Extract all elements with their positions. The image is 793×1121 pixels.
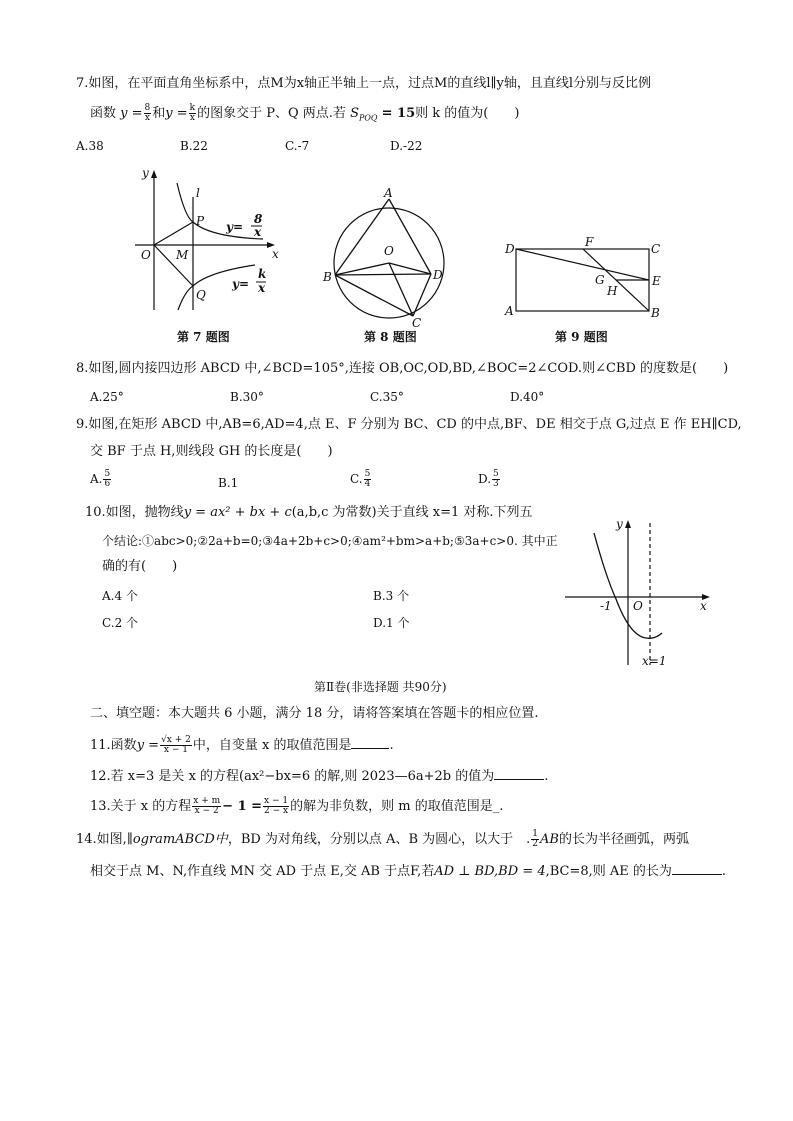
q14-line2-b: ,BC=8,则 AE 的长为 bbox=[545, 864, 672, 879]
fig7-eq-top: y= bbox=[226, 220, 244, 234]
q13-frac2-num: x − 1 bbox=[264, 796, 289, 806]
fig7-label-l: l bbox=[196, 186, 200, 200]
fig8-ob bbox=[335, 263, 389, 275]
q9-option-a-den: 6 bbox=[104, 479, 111, 489]
q7-frac2 bbox=[189, 104, 196, 123]
q14-line1-ab: AB bbox=[540, 832, 559, 847]
q8-text: 8.如图,圆内接四边形 ABCD 中,∠BCD=105°,连接 OB,OC,OD,BD,∠BOC=2∠COD.则∠CBD 的度数是( ) bbox=[76, 361, 729, 376]
q13-frac1-den: x − 2 bbox=[194, 806, 219, 816]
figure-9 bbox=[500, 235, 670, 325]
q7-frac2-den: x bbox=[189, 113, 195, 123]
fig8-bd bbox=[335, 274, 431, 275]
q12-text bbox=[90, 767, 548, 786]
q10-line1 bbox=[85, 504, 533, 522]
q7-area-s: S bbox=[350, 106, 359, 121]
q14-half-den: 2 bbox=[532, 839, 538, 849]
figure-7 bbox=[130, 165, 290, 315]
q14-line2-c: . bbox=[721, 864, 727, 879]
q9-option-d-frac bbox=[492, 470, 500, 489]
fig9-label-e: E bbox=[652, 274, 661, 288]
q8-option-a: A.25° bbox=[90, 390, 124, 404]
fig8-label-a: A bbox=[384, 186, 393, 200]
q9-option-a-num: 5 bbox=[104, 469, 111, 479]
q7-option-c: C.-7 bbox=[285, 139, 310, 153]
q7-eq2: y = bbox=[165, 106, 188, 121]
fig9-label-b: B bbox=[651, 306, 660, 320]
q7-text-b: 的图象交于 P、Q 两点.若 bbox=[197, 106, 346, 121]
fig7-label-p: P bbox=[196, 214, 205, 228]
fig8-ab bbox=[335, 199, 389, 275]
q8-option-d: D.40° bbox=[510, 390, 545, 404]
fig8-label-c: C bbox=[412, 316, 422, 330]
fig7-caption: 第 7 题图 bbox=[177, 330, 230, 344]
q14-line1-math: ∥ogramABCD中 bbox=[126, 832, 228, 847]
fig7-eq-top-num: 8 bbox=[254, 212, 263, 226]
fig7-segment-op bbox=[154, 222, 193, 245]
fig7-label-y: y bbox=[142, 166, 149, 180]
fig9-de bbox=[516, 249, 649, 280]
q7-frac1 bbox=[144, 104, 152, 123]
fig10-y-arrow bbox=[625, 520, 631, 528]
fig7-label-m: M bbox=[176, 248, 189, 262]
q13-a: 13.关于 x 的方程 bbox=[90, 799, 192, 814]
q11-den: x − 1 bbox=[163, 745, 188, 755]
q10-option-c: C.2 个 bbox=[102, 616, 139, 630]
q11-num: √x + 2 bbox=[161, 735, 191, 745]
q14-answer-blank[interactable] bbox=[672, 862, 722, 875]
fig8-ad bbox=[389, 199, 431, 274]
fig7-eq-bot-num: k bbox=[258, 267, 267, 281]
fig7-label-x: x bbox=[272, 247, 279, 261]
q9-option-a-letter: A. bbox=[90, 472, 103, 486]
q14-line2-a: 相交于点 M、N,作直线 MN 交 AD 于点 E,交 AB 于点F,若 bbox=[90, 864, 435, 879]
q7-option-b: B.22 bbox=[180, 139, 208, 153]
fig8-label-d: D bbox=[433, 268, 443, 282]
fig7-eq-bot-den: x bbox=[258, 281, 266, 295]
q11-b: 中，自变量 x 的取值范围是 bbox=[192, 738, 352, 753]
q9-option-b bbox=[218, 476, 238, 490]
fig9-label-a: A bbox=[505, 304, 514, 318]
q10-line1-eq: y = ax² + bx + c bbox=[183, 505, 292, 520]
q7-frac1-num: 8 bbox=[144, 103, 151, 113]
q9-option-c bbox=[350, 470, 372, 489]
part2-section: 二、填空题：本大题共 6 小题，满分 18 分，请将答案填在答题卡的相应位置. bbox=[90, 706, 539, 721]
fig8-cd bbox=[413, 274, 431, 316]
q9-option-a bbox=[90, 470, 112, 489]
q10-option-d: D.1 个 bbox=[373, 616, 410, 630]
fig8-label-o: O bbox=[384, 244, 394, 258]
q7-eq1: y = bbox=[120, 106, 143, 121]
q7-line1: 7.如图，在平面直角坐标系中，点M为x轴正半轴上一点，过点M的直线l∥y轴，且直线l分别与反比例 bbox=[76, 76, 652, 91]
q7-frac1-den: x bbox=[144, 113, 150, 123]
q13-frac2 bbox=[263, 797, 289, 816]
q7-frac2-num: k bbox=[189, 103, 196, 113]
q14-line1-a: 14.如图, bbox=[76, 832, 127, 847]
fig10-label-neg1: -1 bbox=[600, 599, 612, 613]
fig9-label-h: H bbox=[607, 284, 618, 298]
q7-mid: 和 bbox=[152, 106, 166, 121]
part2-title: 第Ⅱ卷(非选择题 共90分) bbox=[314, 680, 447, 694]
fig10-label-o: O bbox=[633, 599, 643, 613]
q8-option-c: C.35° bbox=[370, 390, 404, 404]
q7-text-c: 则 k 的值为( ) bbox=[415, 106, 520, 121]
q14-half-num: 1 bbox=[532, 829, 538, 839]
q11-frac bbox=[160, 736, 192, 755]
q9-option-d-num: 5 bbox=[493, 469, 499, 479]
q13-frac1 bbox=[192, 797, 221, 816]
q13-frac1-num: x + m bbox=[193, 796, 221, 806]
q13-minus: − 1 = bbox=[222, 799, 263, 814]
q11-c: . bbox=[389, 738, 394, 753]
q13-frac2-den: 2 − x bbox=[264, 806, 289, 816]
fig8-bc bbox=[335, 275, 413, 316]
q7-text-a: 函数 bbox=[90, 106, 117, 121]
q14-line2 bbox=[90, 862, 726, 881]
q11-eq: y = bbox=[136, 738, 160, 753]
fig8-oc bbox=[389, 263, 413, 316]
q10-line3: 确的有( ) bbox=[102, 559, 178, 574]
q10-line1-a: 10.如图，抛物线 bbox=[85, 505, 184, 520]
q8-option-b: B.30° bbox=[230, 390, 264, 404]
fig7-label-q: Q bbox=[196, 288, 206, 302]
q9-option-a-frac bbox=[103, 470, 111, 489]
q10-option-a: A.4 个 bbox=[102, 589, 138, 603]
fig10-label-x: x bbox=[700, 599, 707, 613]
fig7-y-arrow bbox=[151, 170, 157, 178]
q9-line1: 9.如图,在矩形 ABCD 中,AB=6,AD=4,点 E、F 分别为 BC、CD 的中点,BF、DE 相交于点 G,过点 E 作 EH∥CD, bbox=[76, 417, 742, 432]
q14-line1 bbox=[76, 830, 689, 849]
fig10-label-axis: x=1 bbox=[642, 654, 667, 668]
q12-c: . bbox=[544, 769, 549, 784]
q9-option-d bbox=[478, 470, 501, 489]
q14-line2-math: AD ⊥ BD,BD = 4 bbox=[434, 864, 546, 879]
q7-line2 bbox=[90, 104, 519, 128]
q11-text bbox=[90, 736, 394, 755]
q7-option-a: A.38 bbox=[76, 139, 104, 153]
q7-area-sub: POQ bbox=[358, 113, 378, 123]
q10-option-b: B.3 个 bbox=[373, 589, 410, 603]
q11-answer-blank[interactable] bbox=[351, 736, 389, 749]
fig9-label-d: D bbox=[505, 242, 515, 256]
q14-half-frac bbox=[531, 830, 539, 849]
q9-option-b-letter: B.1 bbox=[218, 476, 239, 490]
fig8-label-b: B bbox=[323, 270, 332, 284]
q12-a: 12.若 x=3 是关 x 的方程(ax²−bx=6 的解,则 2023—6a+2b 的值为 bbox=[90, 769, 495, 784]
q13-b: 的解为非负数，则 m 的取值范围是_. bbox=[290, 799, 504, 814]
q9-option-c-den: 4 bbox=[364, 479, 371, 489]
q7-area bbox=[350, 106, 377, 121]
fig9-label-g: G bbox=[595, 273, 605, 287]
q9-option-c-num: 5 bbox=[364, 469, 371, 479]
q14-line1-c: 的长为半径画弧，两弧 bbox=[558, 832, 689, 847]
figure-8 bbox=[320, 185, 460, 330]
q9-option-d-den: 3 bbox=[493, 479, 499, 489]
fig10-label-y: y bbox=[616, 517, 623, 531]
q10-line1-b: (a,b,c 为常数)关于直线 x=1 对称.下列五 bbox=[291, 505, 533, 520]
fig9-label-f: F bbox=[585, 235, 594, 249]
fig7-curve-top bbox=[177, 183, 263, 239]
q11-a: 11.函数 bbox=[90, 738, 137, 753]
q13-text bbox=[90, 797, 503, 816]
q7-area-val: = 15 bbox=[381, 106, 416, 121]
q7-option-d: D.-22 bbox=[390, 139, 423, 153]
q9-option-c-frac bbox=[364, 470, 372, 489]
fig8-caption: 第 8 题图 bbox=[364, 330, 417, 344]
q14-line1-b: ，BD 为对角线，分别以点 A、B 为圆心，以大于 . bbox=[227, 832, 531, 847]
q10-line2: 个结论:①abc>0;②2a+b=0;③4a+2b+c>0;④am²+bm>a+b;⑤3a+c>0. 其中正 bbox=[102, 534, 558, 548]
fig9-caption: 第 9 题图 bbox=[555, 330, 608, 344]
q9-option-d-letter: D. bbox=[478, 472, 492, 486]
figure-10 bbox=[560, 515, 720, 670]
fig9-label-c: C bbox=[651, 242, 661, 256]
fig8-od bbox=[389, 263, 431, 274]
q9-option-c-letter: C. bbox=[350, 472, 363, 486]
fig7-label-o: O bbox=[141, 248, 151, 262]
q9-line2: 交 BF 于点 H,则线段 GH 的长度是( ) bbox=[90, 444, 333, 459]
q12-answer-blank[interactable] bbox=[494, 767, 544, 780]
fig7-eq-top-den: x bbox=[254, 225, 262, 239]
fig7-eq-bot: y= bbox=[232, 277, 250, 291]
